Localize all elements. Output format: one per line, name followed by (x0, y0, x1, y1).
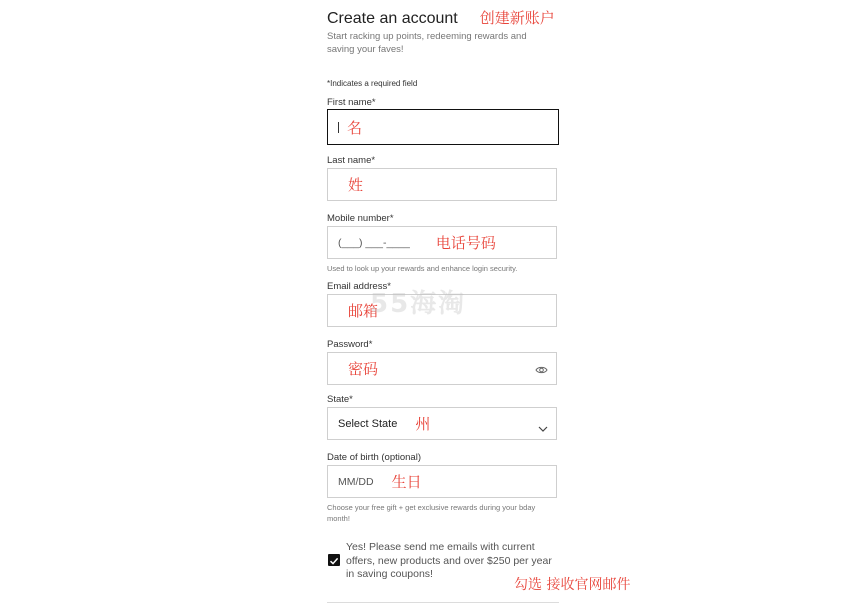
mobile-help-text: Used to look up your rewards and enhance login security. (327, 264, 518, 273)
email-opt-in-text: Yes! Please send me emails with current offers, new products and over $250 per year in saving coupons! (346, 541, 552, 580)
state-select[interactable] (327, 407, 557, 440)
dob-help-text: Choose your free gift + get exclusive rewards during your bday month! (327, 503, 536, 523)
last-name-field[interactable] (327, 168, 557, 201)
page-subtitle: Start racking up points, redeeming rewards and saving your faves! (327, 31, 527, 55)
page-title: Create an account (327, 10, 458, 27)
required-note: *Indicates a required field (327, 79, 418, 88)
mobile-annotation: 电话号码 (435, 234, 496, 252)
mobile-label: Mobile number* (327, 213, 394, 224)
password-label: Password* (327, 339, 373, 350)
first-name-field[interactable] (327, 109, 559, 145)
dob-annotation: 生日 (391, 473, 422, 491)
watermark: 55海淘 (370, 289, 467, 319)
dob-field[interactable] (327, 465, 557, 498)
divider (327, 602, 559, 603)
checkmark-icon (328, 555, 340, 567)
state-select-value: Select State (338, 417, 398, 430)
state-label: State* (327, 394, 353, 405)
mobile-field[interactable] (327, 226, 557, 259)
password-field[interactable] (327, 352, 557, 385)
chevron-down-icon (538, 420, 548, 438)
last-name-label: Last name* (327, 155, 376, 166)
email-opt-in-checkbox[interactable] (328, 554, 340, 566)
text-caret (338, 122, 339, 133)
state-annotation: 州 (415, 415, 431, 433)
dob-label: Date of birth (optional) (327, 452, 421, 463)
title-annotation: 创建新账户 (479, 9, 555, 27)
opt-in-annotation: 勾选 接收官网邮件 (514, 577, 631, 593)
password-annotation: 密码 (348, 360, 379, 378)
email-label: Email address* (327, 281, 391, 292)
mobile-placeholder: (___) ___-____ (338, 236, 410, 249)
email-annotation: 邮箱 (348, 302, 379, 320)
first-name-annotation: 名 (347, 118, 363, 137)
header (327, 7, 555, 28)
last-name-annotation: 姓 (348, 176, 364, 194)
dob-placeholder: MM/DD (338, 475, 374, 488)
eye-icon[interactable] (535, 363, 548, 381)
first-name-label: First name* (327, 97, 376, 108)
